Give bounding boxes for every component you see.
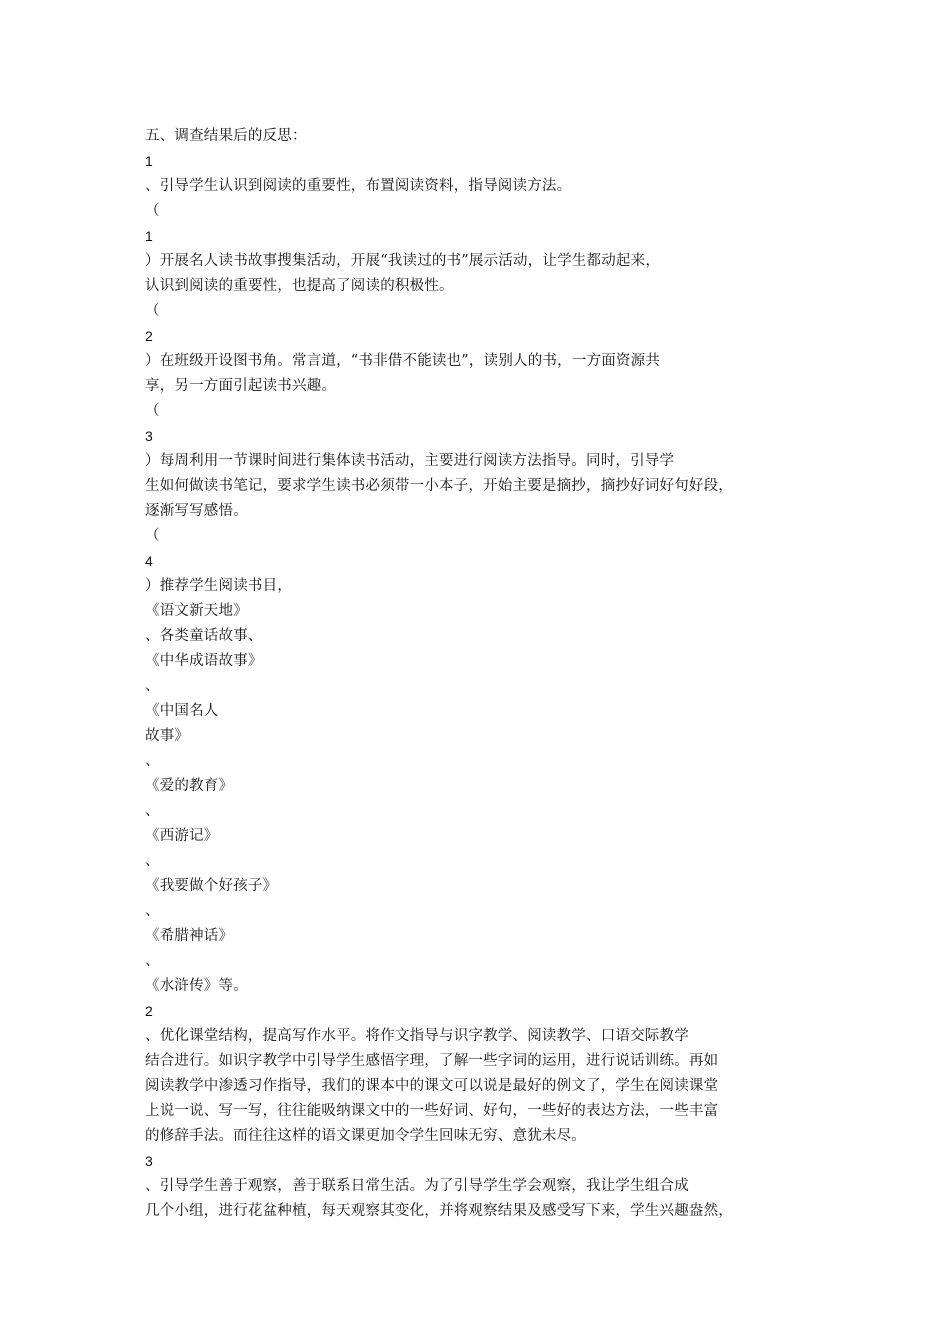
item-number: 4 — [145, 553, 153, 569]
book-title: 《中国名人 — [145, 703, 219, 719]
body-line: 、引导学生认识到阅读的重要性，布置阅读资料，指导阅读方法。 — [145, 178, 572, 194]
body-line: ）每周利用一节课时间进行集体读书活动，主要进行阅读方法指导。同时，引导学 — [145, 453, 675, 469]
book-title: 《我要做个好孩子》 — [145, 878, 278, 894]
body-line: 认识到阅读的重要性，也提高了阅读的积极性。 — [145, 278, 454, 294]
book-title: 《水浒传》等。 — [145, 978, 248, 994]
paren-open: （ — [145, 303, 160, 319]
body-line: 生如何做读书笔记，要求学生读书必须带一小本子，开始主要是摘抄，摘抄好词好句好段， — [145, 478, 733, 494]
paren-open: （ — [145, 203, 160, 219]
document-page — [145, 124, 815, 1224]
book-title: 《中华成语故事》 — [145, 653, 263, 669]
book-title: 故事》 — [145, 728, 190, 744]
body-line: 、引导学生善于观察，善于联系日常生活。为了引导学生学会观察，我让学生组合成 — [145, 1178, 689, 1194]
separator-mark: 、 — [145, 853, 160, 869]
paren-open: （ — [145, 528, 160, 544]
separator-mark: 、 — [145, 678, 160, 694]
item-number: 1 — [145, 153, 153, 169]
body-line: 阅读教学中渗透习作指导，我们的课本中的课文可以说是最好的例文了，学生在阅读课堂 — [145, 1078, 719, 1094]
paren-open: （ — [145, 403, 160, 419]
item-number: 3 — [145, 428, 153, 444]
body-line: 逐渐写写感悟。 — [145, 503, 248, 519]
body-line: 的修辞手法。而往往这样的语文课更加令学生回味无穷、意犹未尽。 — [145, 1128, 586, 1144]
body-line: ）推荐学生阅读书目， — [145, 578, 292, 594]
separator-mark: 、 — [145, 753, 160, 769]
item-number: 3 — [145, 1153, 153, 1169]
item-number: 2 — [145, 328, 153, 344]
separator-mark: 、 — [145, 803, 160, 819]
body-line: 、各类童话故事、 — [145, 628, 263, 644]
book-title: 《希腊神话》 — [145, 928, 234, 944]
item-number: 2 — [145, 1003, 153, 1019]
item-number: 1 — [145, 228, 153, 244]
body-line: ）在班级开设图书角。常言道，“书非借不能读也”，读别人的书，一方面资源共 — [145, 353, 661, 369]
book-title: 《西游记》 — [145, 828, 219, 844]
body-line: 结合进行。如识字教学中引导学生感悟字理，了解一些字词的运用，进行说话训练。再如 — [145, 1053, 719, 1069]
book-title: 《爱的教育》 — [145, 778, 234, 794]
body-line: 享，另一方面引起读书兴趣。 — [145, 378, 337, 394]
book-title: 《语文新天地》 — [145, 603, 248, 619]
body-line: 上说一说、写一写，往往能吸纳课文中的一些好词、好句，一些好的表达方法，一些丰富 — [145, 1103, 719, 1119]
body-line: 几个小组，进行花盆种植，每天观察其变化，并将观察结果及感受写下来，学生兴趣盎然， — [145, 1203, 733, 1219]
section-heading: 五、调查结果后的反思： — [145, 128, 307, 144]
separator-mark: 、 — [145, 953, 160, 969]
body-line: ）开展名人读书故事搜集活动，开展“我读过的书”展示活动，让学生都动起来， — [145, 253, 661, 269]
separator-mark: 、 — [145, 903, 160, 919]
body-line: 、优化课堂结构，提高写作水平。将作文指导与识字教学、阅读教学、口语交际教学 — [145, 1028, 689, 1044]
